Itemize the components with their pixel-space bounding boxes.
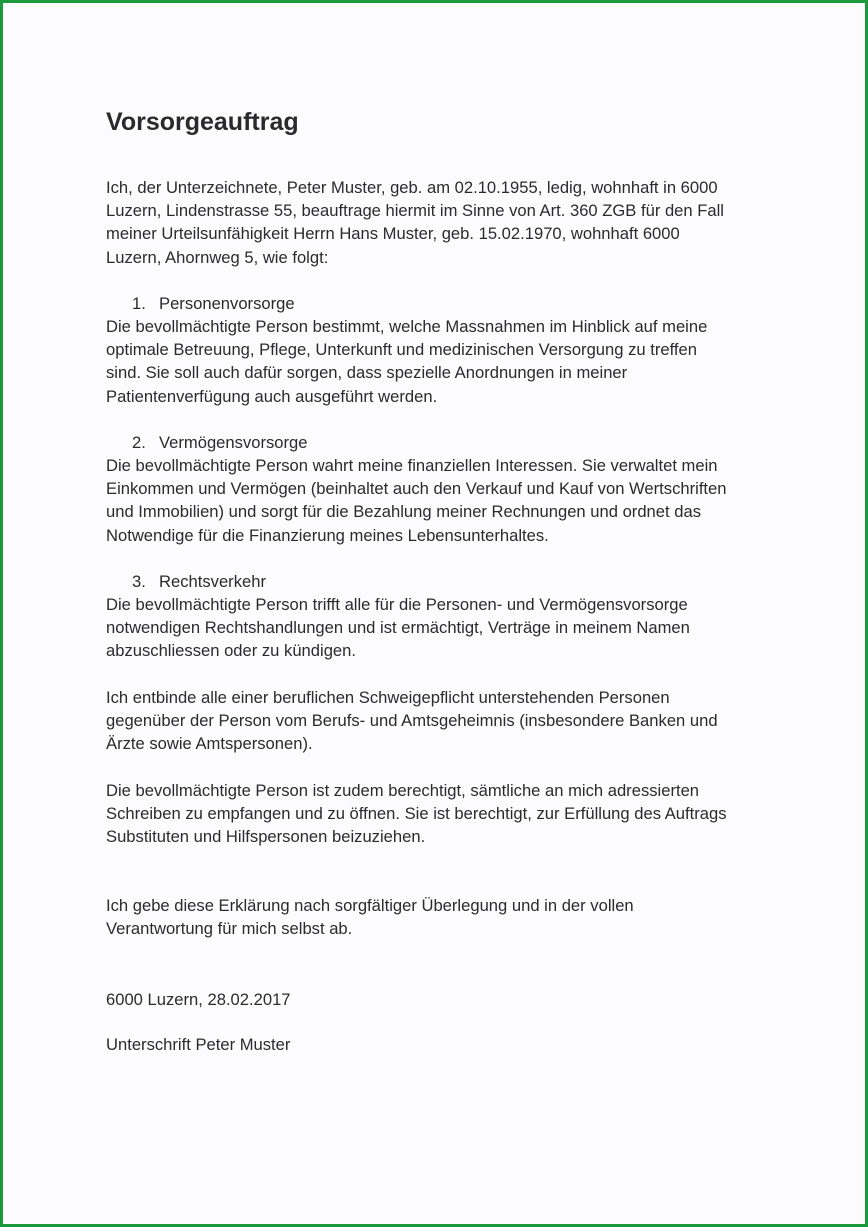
paragraph-line: Substituten und Hilfspersonen beizuziehen. [106,827,426,847]
section-heading-rechtsverkehr [132,570,266,593]
paragraph-line: Schreiben zu empfangen und zu öffnen. Sie ist berechtigt, zur Erfüllung des Auftrags [106,804,727,824]
section-line: optimale Betreuung, Pflege, Unterkunft und medizinischen Versorgung zu treffen [106,340,697,360]
section-title: Vermögensvorsorge [159,433,308,452]
mail-authorization-paragraph [106,779,786,849]
intro-line: meiner Urteilsunfähigkeit Herrn Hans Muster, geb. 15.02.1970, wohnhaft 6000 [106,224,680,244]
intro-line: Luzern, Ahornweg 5, wie folgt: [106,247,329,267]
document-title: Vorsorgeauftrag [106,108,299,136]
section-line: notwendigen Rechtshandlungen und ist ermächtigt, Verträge in meinem Namen [106,618,690,638]
section-line: Die bevollmächtigte Person wahrt meine finanziellen Interessen. Sie verwaltet mein [106,456,718,475]
section-line: sind. Sie soll auch dafür sorgen, dass spezielle Anordnungen in meiner [106,363,628,383]
section-number: 3. [132,572,146,591]
paragraph-line: Verantwortung für mich selbst ab. [106,919,353,939]
intro-line: Ich, der Unterzeichnete, Peter Muster, geb. am 02.10.1955, ledig, wohnhaft in 6000 [106,178,718,197]
section-title: Personenvorsorge [159,294,295,313]
declaration-paragraph [106,894,786,940]
signature-line: Unterschrift Peter Muster [106,1035,291,1054]
section-number: 1. [132,294,146,313]
section-heading-personenvorsorge [132,292,295,315]
section-body-vermoegensvorsorge [106,454,786,547]
section-line: Einkommen und Vermögen (beinhaltet auch den Verkauf und Kauf von Wertschriften [106,479,727,499]
section-line: und Immobilien) und sorgt für die Bezahlung meiner Rechnungen und ordnet das [106,502,701,522]
confidentiality-paragraph [106,686,786,756]
section-line: Notwendige für die Finanzierung meines Lebensunterhaltes. [106,525,549,545]
intro-paragraph [106,176,786,269]
place-date: 6000 Luzern, 28.02.2017 [106,990,291,1009]
section-body-personenvorsorge [106,315,786,408]
section-number: 2. [132,433,146,452]
paragraph-line: Die bevollmächtigte Person ist zudem berechtigt, sämtliche an mich adressierten [106,781,700,800]
section-line: Patientenverfügung auch ausgeführt werden. [106,386,438,406]
section-line: Die bevollmächtigte Person bestimmt, welche Massnahmen im Hinblick auf meine [106,317,708,336]
paragraph-line: gegenüber der Person vom Berufs- und Amtsgeheimnis (insbesondere Banken und [106,711,718,731]
section-title: Rechtsverkehr [159,572,266,591]
intro-line: Luzern, Lindenstrasse 55, beauftrage hiermit im Sinne von Art. 360 ZGB für den Fall [106,201,724,221]
section-line: Die bevollmächtigte Person trifft alle für die Personen- und Vermögensvorsorge [106,595,688,614]
paragraph-line: Ich entbinde alle einer beruflichen Schweigepflicht unterstehenden Personen [106,688,670,707]
section-body-rechtsverkehr [106,593,786,663]
paragraph-line: Ich gebe diese Erklärung nach sorgfältiger Überlegung und in der vollen [106,896,634,915]
section-line: abzuschliessen oder zu kündigen. [106,641,356,661]
paragraph-line: Ärzte sowie Amtspersonen). [106,734,313,754]
section-heading-vermoegensvorsorge [132,431,308,454]
